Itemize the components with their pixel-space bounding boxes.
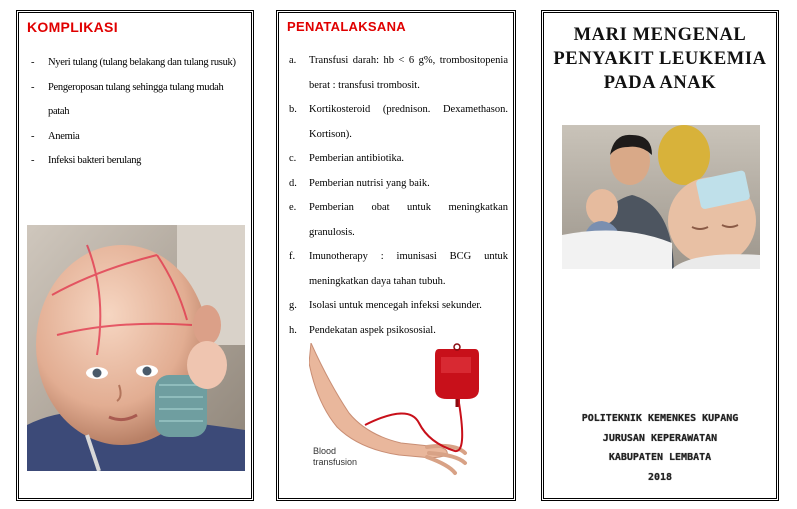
list-item	[289, 196, 508, 245]
cover-title	[550, 23, 770, 95]
list-item: - Pengeroposan tulang sehingga tulang mudah patah	[31, 81, 224, 117]
list-item-text: Anemia	[48, 130, 80, 142]
list-item: - Nyeri tulang (tulang belakang dan tulang rusuk)	[31, 57, 236, 68]
list-item	[289, 147, 508, 172]
panel-cover	[541, 10, 779, 501]
title-line: MARI MENGENAL	[573, 25, 747, 45]
list-marker: f.	[289, 251, 296, 262]
panel-komplikasi	[16, 10, 254, 501]
list-item-text: Pengeroposan tulang sehingga tulang mudah patah	[48, 81, 224, 117]
list-marker: a.	[289, 55, 297, 66]
list-item	[289, 245, 508, 294]
komplikasi-heading: KOMPLIKASI	[27, 19, 118, 35]
list-item-text: Nyeri tulang (tulang belakang dan tulang rusuk)	[48, 57, 236, 68]
list-item: - Anemia	[31, 130, 80, 142]
list-marker: h.	[289, 324, 297, 336]
footer-line: JURUSAN KEPERAWATAN	[602, 432, 718, 444]
list-item	[289, 98, 508, 147]
list-item-text: Pemberian obat untuk meningkatkan granulosis.	[309, 202, 508, 238]
list-item	[289, 294, 508, 319]
list-item	[289, 49, 508, 98]
list-marker: d.	[289, 177, 297, 189]
footer-year: 2018	[647, 471, 673, 483]
footer-line: KABUPATEN LEMBATA	[608, 452, 712, 463]
hospital-family-photo	[562, 125, 760, 269]
penatalaksana-list	[289, 49, 508, 343]
list-marker: g.	[289, 300, 297, 311]
list-item-text: Pemberian nutrisi yang baik.	[309, 177, 430, 189]
title-line: PADA ANAK	[603, 73, 717, 93]
list-item-text: Pendekatan aspek psikososial.	[309, 324, 436, 336]
footer-line: POLITEKNIK KEMENKES KUPANG	[581, 413, 739, 424]
list-item-text: Isolasi untuk mencegah infeksi sekunder.	[309, 300, 482, 311]
blood-transfusion-illustration	[309, 343, 491, 483]
list-item-text: Transfusi darah: hb < 6 g%, trombositopenia berat : transfusi trombosit.	[309, 55, 508, 91]
list-item	[289, 172, 508, 197]
institution-footer	[550, 409, 770, 487]
list-item-text: Pemberian antibiotika.	[309, 153, 405, 164]
title-line: PENYAKIT LEUKEMIA	[553, 49, 767, 69]
image-caption-line1: Blood	[313, 446, 337, 456]
penatalaksana-heading: PENATALAKSANA	[287, 19, 406, 34]
panel-penatalaksana	[276, 10, 516, 501]
image-caption-line2: transfusion	[313, 457, 358, 467]
list-item-text: Kortikosteroid (prednison. Dexamethason. Kortison).	[309, 104, 508, 140]
list-marker: b.	[289, 104, 297, 115]
list-item: - Infeksi bakteri berulang	[31, 155, 142, 166]
list-item-text: Imunotherapy : imunisasi BCG untuk meningkatkan daya tahan tubuh.	[309, 251, 508, 287]
list-marker: c.	[289, 153, 297, 164]
list-item-text: Infeksi bakteri berulang	[48, 155, 142, 166]
komplikasi-list	[31, 51, 247, 174]
child-patient-photo	[27, 225, 245, 471]
list-item	[289, 319, 508, 344]
list-marker: e.	[289, 202, 297, 213]
